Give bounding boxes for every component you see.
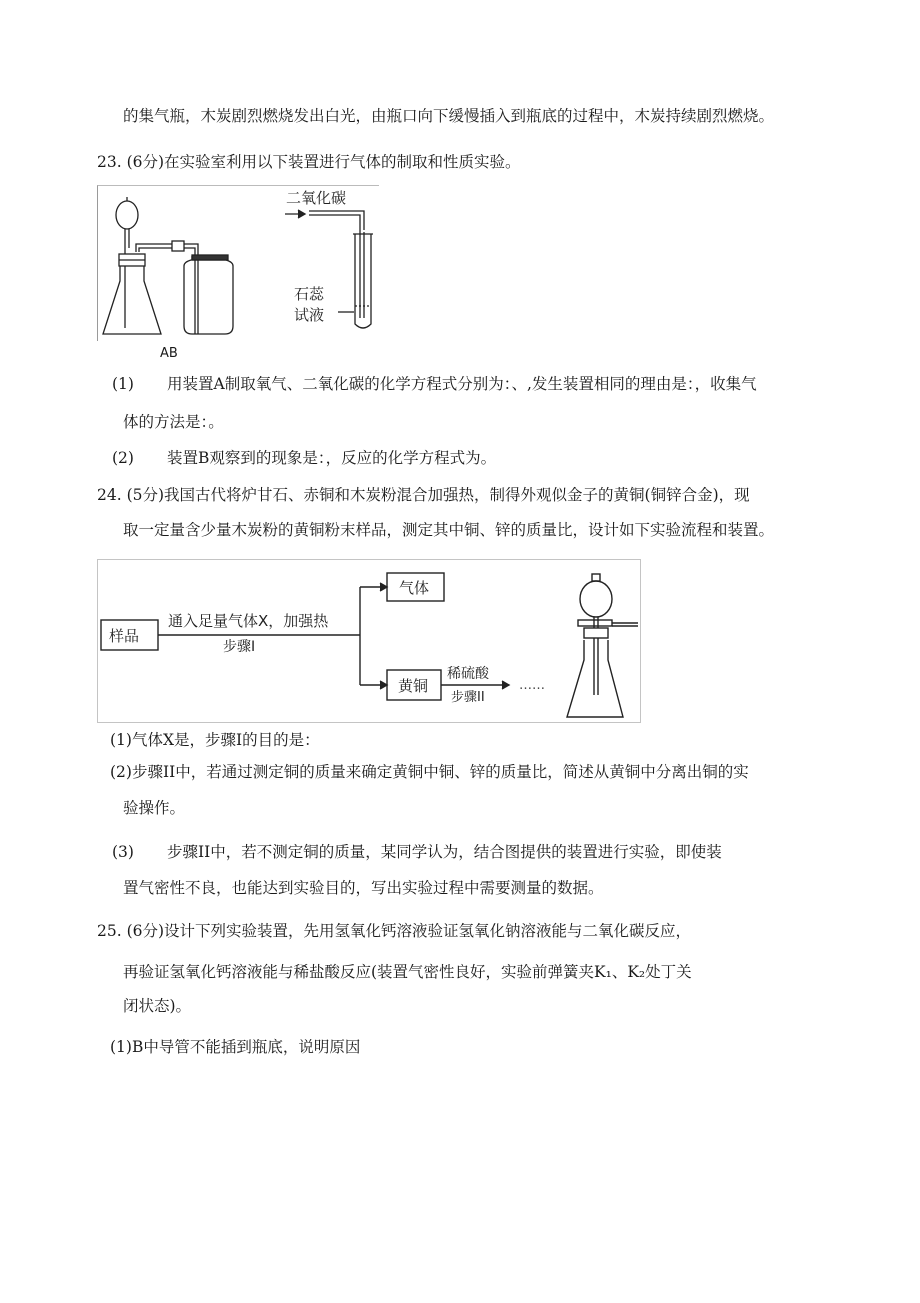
litmus-label-1: 石蕊 — [294, 285, 325, 303]
clamp — [578, 620, 612, 626]
step1-bottom-label: 步骤I — [223, 639, 256, 655]
flask-funnel-bulb — [580, 581, 612, 617]
sample-label: 样品 — [109, 627, 140, 645]
gas-label: 气体 — [399, 579, 430, 597]
question-25-text-cont-2: 闭状态)。 — [123, 997, 192, 1015]
question-23-heading: 23. (6分)在实验室利用以下装置进行气体的制取和性质实验。 — [97, 153, 521, 171]
test-tube — [355, 234, 371, 328]
funnel-cap — [592, 574, 600, 581]
apparatus-diagram — [98, 186, 379, 341]
q23-2-number: (2) — [112, 449, 134, 467]
bottle-b — [184, 260, 233, 334]
figure-apparatus-ab — [97, 185, 379, 341]
q24-2-text: (2)步骤II中，若通过测定铜的质量来确定黄铜中铜、锌的质量比，简述从黄铜中分离出铜的实 — [110, 763, 749, 781]
brass-label: 黄铜 — [398, 677, 429, 695]
funnel-bulb — [116, 201, 138, 229]
question-24-text-cont: 取一定量含少量木炭粉的黄铜粉末样品，测定其中铜、锌的质量比，设计如下实验流程和装置。 — [123, 521, 775, 539]
co2-label: 二氧化碳 — [286, 189, 347, 207]
flowchart-diagram — [98, 560, 640, 722]
q24-1-text: (1)气体X是，步骤I的目的是： — [110, 731, 320, 749]
q24-3-number: (3) — [112, 843, 134, 861]
step2-label: 步骤II — [451, 690, 485, 705]
q24-3-text: 步骤II中，若不测定铜的质量，某同学认为，结合图提供的装置进行实验，即使装 — [167, 843, 722, 861]
q23-1-text-cont: 体的方法是：。 — [123, 413, 224, 431]
flask-a — [103, 258, 161, 334]
q23-1-number: (1) — [112, 375, 134, 393]
figure-1-caption: AB — [160, 346, 178, 361]
stopper — [584, 628, 608, 638]
q24-2-text-cont: 验操作。 — [123, 799, 186, 817]
q23-1-text: 用装置A制取氧气、二氧化碳的化学方程式分别为：、,发生装置相同的理由是：，收集气 — [167, 375, 757, 393]
question-25-heading: 25. (6分)设计下列实验装置，先用氢氧化钙溶液验证氢氧化钠溶液能与二氧化碳反应， — [97, 922, 692, 940]
step1-top-label: 通入足量气体X，加强热 — [168, 612, 329, 630]
flask-right — [567, 640, 623, 717]
litmus-label-2: 试液 — [294, 306, 325, 324]
acid-label: 稀硫酸 — [447, 666, 489, 682]
text-line-continuation: 的集气瓶，木炭剧烈燃烧发出白光，由瓶口向下缓慢插入到瓶底的过程中，木炭持续剧烈燃烧。 — [123, 107, 775, 125]
figure-flowchart — [97, 559, 641, 723]
q25-1-text: (1)B中导管不能插到瓶底，说明原因 — [110, 1038, 361, 1056]
bottle-b-plate — [192, 255, 228, 260]
question-24-heading: 24. (5分)我国古代将炉甘石、赤铜和木炭粉混合加强热，制得外观似金子的黄铜(铜锌合金)，现 — [97, 486, 750, 504]
q24-3-text-cont: 置气密性不良，也能达到实验目的，写出实验过程中需要测量的数据。 — [123, 879, 604, 897]
question-25-text-cont: 再验证氢氧化钙溶液能与稀盐酸反应(装置气密性良好，实验前弹簧夹K₁、K₂处丁关 — [123, 963, 692, 981]
q23-2-text: 装置B观察到的现象是：，反应的化学方程式为。 — [167, 449, 497, 467]
continuation-dots: …… — [519, 678, 545, 693]
tube-connector — [172, 241, 184, 251]
